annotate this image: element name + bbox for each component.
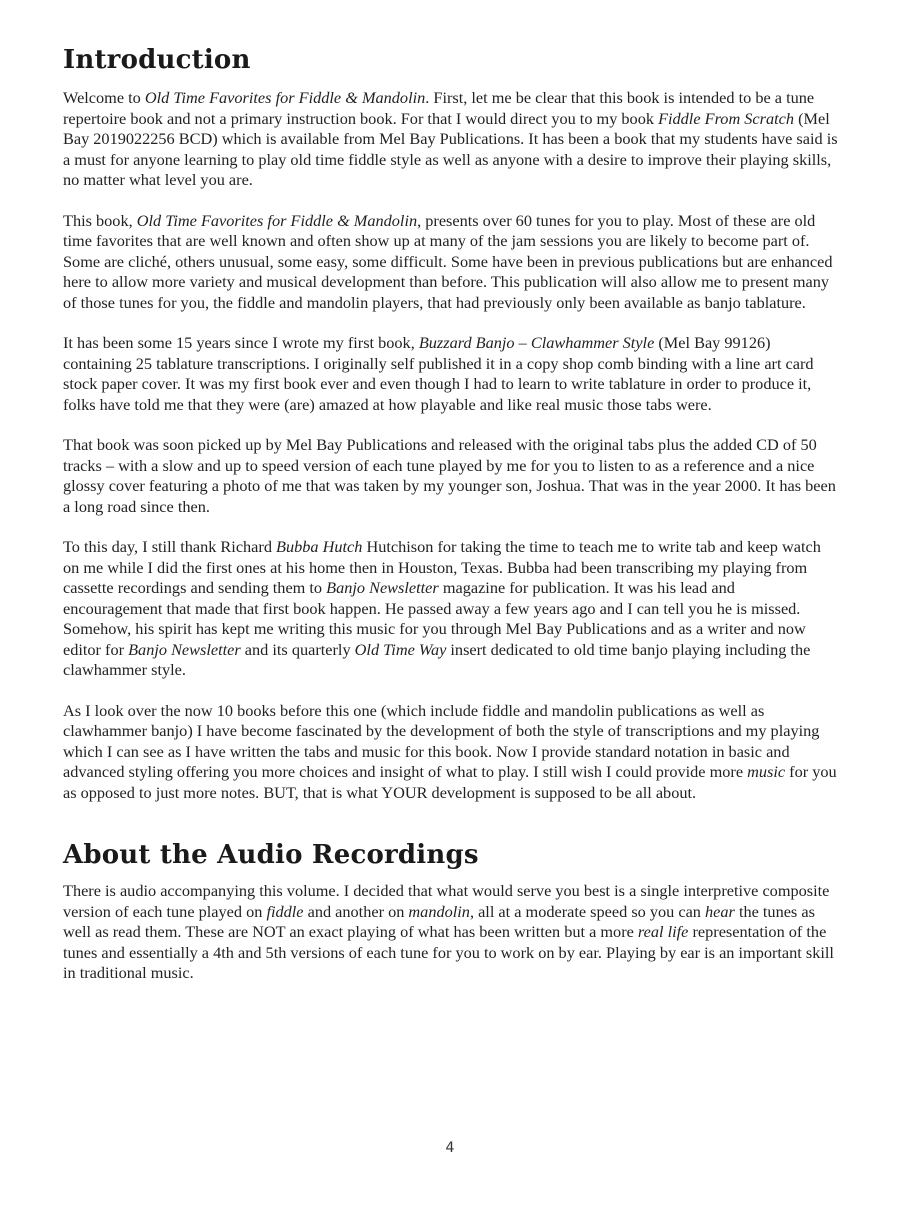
introduction-heading: Introduction [63,45,251,75]
italic-title: real life [637,922,689,941]
intro-paragraph: This book, Old Time Favorites for Fiddle & Mandolin, presents over 60 tunes for you to play. Most of these are old time favorites that are well known and often show up at many of the jam sessions you are likely to become part of. Some are cliché, others unusual, some easy, some difficult. Some have been in previous publications but are enhanced here to allow more variety and musical development than before. This publication will also allow me to present many of those tunes for you, the fiddle and mandolin players, that had previously only been available as banjo tablature. [63,210,833,312]
italic-title: fiddle [266,901,304,921]
italic-title: mandolin [408,901,470,921]
intro-paragraph: To this day, I still thank Richard Bubba Hutch Hutchison for taking the time to teach me to write tab and keep watch on me while I did the first ones at his home then in Houston, Texas. Bubba had been transcribing my playing from cassette recordings and sending them to Banjo Newsletter magazine for publication. It was his lead and encouragement that made that first book happen. He passed away a few years ago and I can tell you he is missed. Somehow, his spirit has kept me writing this music for you through Mel Bay Publications and as a writer and now editor for Banjo Newsletter and its quarterly Old Time Way insert dedicated to old time banjo playing including the clawhammer style. [63,537,821,679]
italic-title: Banjo Newsletter [128,639,241,659]
audio-paragraph: There is audio accompanying this volume. I decided that what would serve you best is a single interpretive composite version of each tune played on fiddle and another on mandolin, all at a moderate speed so you can hear the tunes as well as read them. These are NOT an exact playing of what has been written but a more real life representation of the tunes and essentially a 4th and 5th versions of each tune for you to work on by ear. Playing by ear is an important skill in traditional music. [63,881,834,982]
page-number: 4 [445,1140,455,1156]
intro-paragraph: It has been some 15 years since I wrote my first book, Buzzard Banjo – Clawhammer Style (Mel Bay 99126) containing 25 tablature transcriptions. I originally self published it in a copy shop comb binding with a line art card stock paper cover. It was my first book ever and even though I had to learn to write tablature in order to produce it, folks have told me that they were (are) amazed at how playable and like real music those tabs were. [63,333,814,414]
introduction-body [63,88,838,803]
italic-title: Old Time Favorites for Fiddle & Mandolin [136,210,418,230]
audio-recordings-body [63,881,838,984]
italic-title: Buzzard Banjo – Clawhammer Style [418,333,655,352]
italic-title: Old Time Way [354,639,447,659]
italic-title: Old Time Favorites for Fiddle & Mandolin [144,88,426,107]
italic-title: Fiddle From Scratch [658,108,795,128]
audio-recordings-heading: About the Audio Recordings [63,840,479,870]
italic-title: Banjo Newsletter [326,578,439,597]
intro-paragraph: That book was soon picked up by Mel Bay Publications and released with the original tabs plus the added CD of 50 tracks – with a slow and up to speed version of each tune played by me for you to listen to as a reference and a nice glossy cover featuring a photo of me that was taken by my younger son, Joshua. That was in the year 2000. It has been a long road since then. [63,435,836,516]
intro-paragraph: Welcome to Old Time Favorites for Fiddle & Mandolin. First, let me be clear that this book is intended to be a tune repertoire book and not a primary instruction book. For that I would direct you to my book Fiddle From Scratch (Mel Bay 2019022256 BCD) which is available from Mel Bay Publications. It has been a book that my students have said is a must for anyone learning to play old time fiddle style as well as anyone with a desire to improve their playing skills, no matter what level you are. [63,88,838,189]
italic-title: Bubba Hutch [276,537,363,556]
page-content [63,40,838,984]
italic-title: music [747,762,786,781]
italic-title: hear [705,901,735,921]
intro-paragraph: As I look over the now 10 books before this one (which include fiddle and mandolin publications as well as clawhammer banjo) I have become fascinated by the development of both the style of transcriptions and my playing which I can see as I have written the tabs and music for this book. Now I provide standard notation in basic and advanced styling offering you more choices and insight of what to play. I still wish I could provide more music for you as opposed to just more notes. BUT, that is what YOUR development is supposed to be all about. [63,700,837,802]
